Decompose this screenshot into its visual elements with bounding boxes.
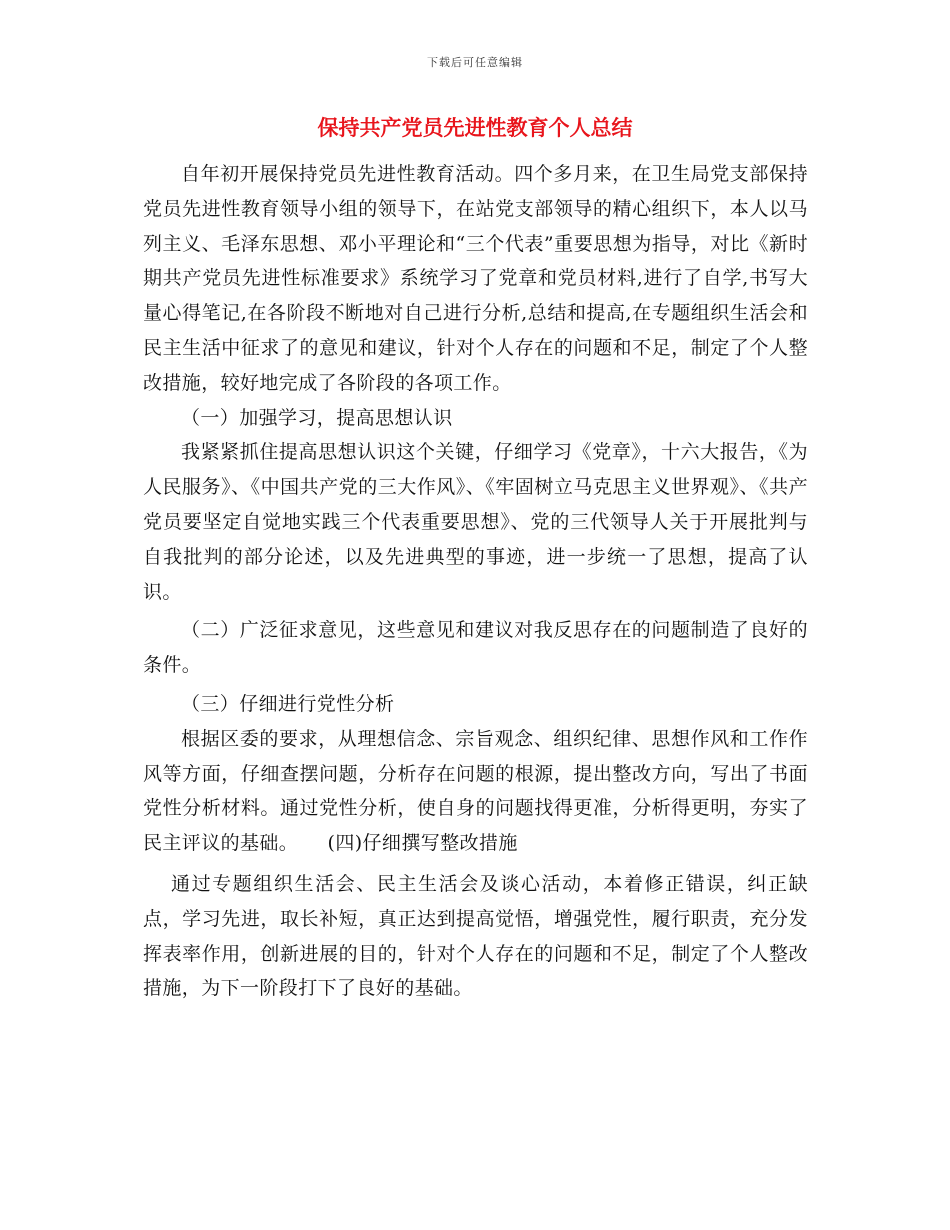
- section-heading-3: （三）仔细进行党性分析: [181, 692, 395, 715]
- paragraph-analysis: 根据区委的要求，从理想信念、宗旨观念、组织纪律、思想作风和工作作风等方面，仔细查摆问题，分析存在问题的根源，提出整改方向，写出了书面党性分析材料。通过党性分析，使自身的问题找得更准，分析得更明，夯实了民主评议的基础。 (四)仔细撰写整改措施: [143, 727, 808, 855]
- paragraph-intro: 自年初开展保持党员先进性教育活动。四个多月来，在卫生局党支部保持党员先进性教育领导小组的领导下，在站党支部领导的精心组织下，本人以马列主义、毛泽东思想、邓小平理论和“三个代表”重要思想为指导，对比《新时期共产党员先进性标准要求》系统学习了党章和党员材料,进行了自学,书写大量心得笔记,在各阶段不断地对自己进行分析,总结和提高,在专题组织生活会和民主生活中征求了的意见和建议，针对个人存在的问题和不足，制定了个人整改措施，较好地完成了各阶段的各项工作。: [143, 163, 808, 394]
- paragraph-rectification: 通过专题组织生活会、民主生活会及谈心活动，本着修正错误，纠正缺点，学习先进，取长补短，真正达到提高觉悟，增强党性，履行职责，充分发挥表率作用，创新进展的目的，针对个人存在的问题和不足，制定了个人整改措施，为下一阶段打下了良好的基础。: [143, 872, 808, 1000]
- header-note: 下载后可任意编辑: [427, 56, 523, 69]
- document-body: [143, 157, 808, 1006]
- paragraph-opinions: （二）广泛征求意见，这些意见和建议对我反思存在的问题制造了良好的条件。: [143, 619, 808, 677]
- document-title: 保持共产党员先进性教育个人总结: [317, 115, 633, 140]
- paragraph-study: 我紧紧抓住提高思想认识这个关键，仔细学习《党章》，十六大报告，《为人民服务》、《中国共产党的三大作风》、《牢固树立马克思主义世界观》、《共产党员要坚定自觉地实践三个代表重要思想》、党的三代领导人关于开展批判与自我批判的部分论述，以及先进典型的事迹，进一步统一了思想，提高了认识。: [143, 441, 808, 603]
- section-heading-1: （一）加强学习，提高思想认识: [181, 406, 453, 429]
